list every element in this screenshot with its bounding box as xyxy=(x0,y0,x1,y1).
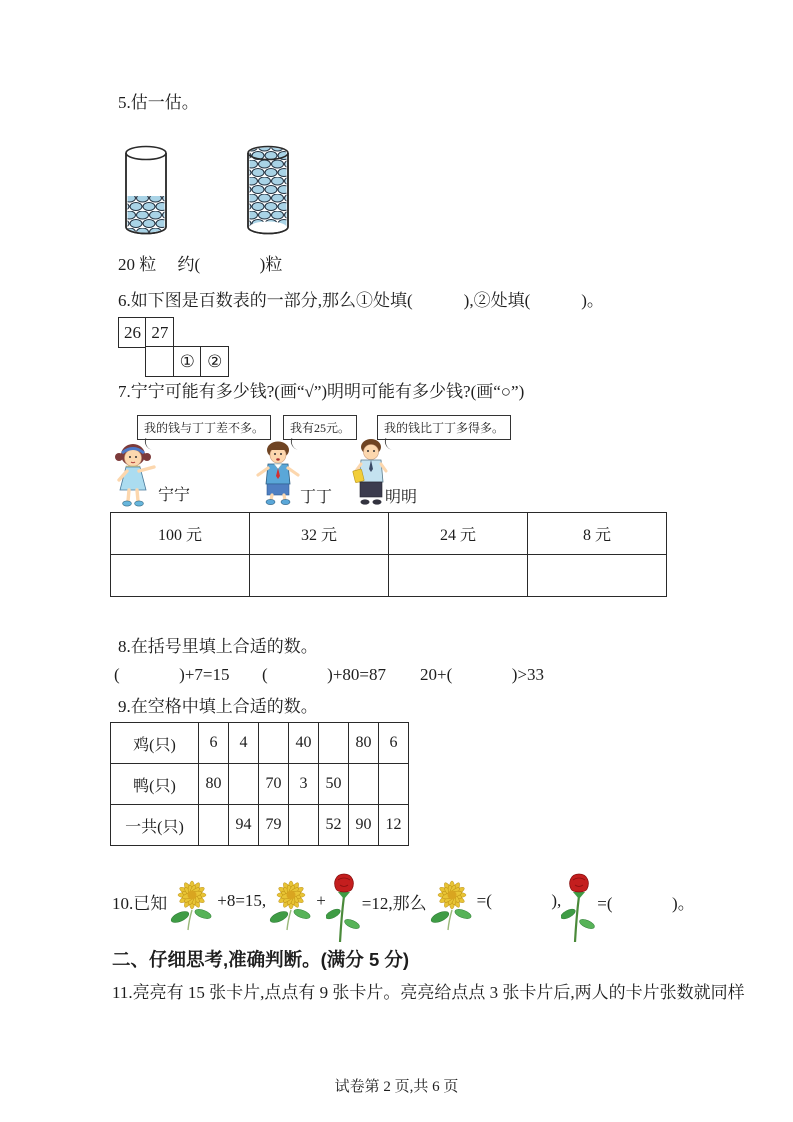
table-row-total xyxy=(111,805,409,846)
money-options-table xyxy=(110,512,667,597)
table-cell: 50 xyxy=(319,764,349,805)
table-cell: 94 xyxy=(229,805,259,846)
table-cell: 79 xyxy=(259,805,289,846)
money-option-8: 8 元 xyxy=(528,513,667,555)
table-cell: 70 xyxy=(259,764,289,805)
table-cell: 40 xyxy=(289,723,319,764)
equation-3: 20+( )>33 xyxy=(420,665,544,684)
money-option-32: 32 元 xyxy=(250,513,389,555)
girl-ningning-figure xyxy=(110,442,156,508)
grid-cell-26: 26 xyxy=(118,317,147,348)
speech-bubble-mingming: 我的钱比丁丁多得多。 xyxy=(377,415,511,440)
kid-name-ningning: 宁宁 xyxy=(158,487,191,504)
speech-bubble-dingding: 我有25元。 xyxy=(283,415,357,440)
page-footer: 试卷第 2 页,共 6 页 xyxy=(334,1079,459,1095)
table-cell xyxy=(349,764,379,805)
grid-cell-circle1: ① xyxy=(173,346,202,377)
rose-icon xyxy=(326,872,362,948)
equation-1: ( )+7=15 xyxy=(114,665,230,684)
table-cell xyxy=(259,723,289,764)
q10-seg5: =( )。 xyxy=(597,893,695,913)
chrysanthemum-icon xyxy=(167,876,217,932)
kid-name-mingming: 明明 xyxy=(385,489,418,506)
table-cell xyxy=(379,764,409,805)
estimation-jars xyxy=(123,143,291,242)
money-option-24: 24 元 xyxy=(389,513,528,555)
rose-icon xyxy=(561,872,597,948)
table-cell xyxy=(289,805,319,846)
row-label: 鸭(只) xyxy=(111,764,199,805)
hundred-chart-fragment xyxy=(118,317,228,377)
answer-cell xyxy=(250,555,389,597)
money-option-100: 100 元 xyxy=(111,513,250,555)
kid-name-dingding: 丁丁 xyxy=(300,489,333,506)
table-cell xyxy=(199,805,229,846)
chrysanthemum-icon xyxy=(427,876,477,932)
chicken-duck-table xyxy=(110,722,409,846)
jar-full-image xyxy=(245,143,291,237)
q5-caption: 20 粒 约( )粒 xyxy=(118,255,283,274)
table-cell: 12 xyxy=(379,805,409,846)
table-cell: 80 xyxy=(349,723,379,764)
table-cell: 6 xyxy=(379,723,409,764)
table-cell: 6 xyxy=(199,723,229,764)
grid-cell-27: 27 xyxy=(145,317,174,348)
table-cell: 90 xyxy=(349,805,379,846)
grid-cell-blank xyxy=(145,346,174,377)
q10-seg3: =12,那么 xyxy=(361,893,427,913)
question-6-title: 6.如下图是百数表的一部分,那么①处填( ),②处填( )。 xyxy=(118,291,604,310)
grid-cell-circle2: ② xyxy=(200,346,229,377)
table-cell: 52 xyxy=(319,805,349,846)
money-header-row xyxy=(111,513,667,555)
q10-seg1: +8=15, xyxy=(217,891,267,910)
section-2-heading: 二、仔细思考,准确判断。(满分 5 分) xyxy=(112,949,410,970)
q10-seg2: + xyxy=(316,891,326,910)
answer-cell xyxy=(111,555,250,597)
table-row-chicken xyxy=(111,723,409,764)
table-row-duck xyxy=(111,764,409,805)
table-cell: 80 xyxy=(199,764,229,805)
table-cell: 3 xyxy=(289,764,319,805)
boy-dingding-figure xyxy=(255,440,301,506)
answer-cell xyxy=(389,555,528,597)
table-cell: 4 xyxy=(229,723,259,764)
question-11-text: 11.亮亮有 15 张卡片,点点有 9 张卡片。亮亮给点点 3 张卡片后,两人的卡片张数就同样 xyxy=(112,983,745,1002)
row-label: 鸡(只) xyxy=(111,723,199,764)
q10-prefix: 10.已知 xyxy=(112,893,168,913)
equation-2: ( )+80=87 xyxy=(262,665,386,684)
question-8-title: 8.在括号里填上合适的数。 xyxy=(118,637,318,656)
question-9-title: 9.在空格中填上合适的数。 xyxy=(118,697,318,716)
question-5-title: 5.估一估。 xyxy=(118,93,199,112)
money-answer-row xyxy=(111,555,667,597)
question-7-title: 7.宁宁可能有多少钱?(画“√”)明明可能有多少钱?(画“○”) xyxy=(118,382,525,401)
question-10-line xyxy=(112,862,695,940)
answer-cell xyxy=(528,555,667,597)
jar-sparse-image xyxy=(123,143,169,237)
speech-bubble-ningning: 我的钱与丁丁差不多。 xyxy=(137,415,271,440)
row-label: 一共(只) xyxy=(111,805,199,846)
table-cell xyxy=(319,723,349,764)
kids-scene xyxy=(0,408,793,510)
chrysanthemum-icon xyxy=(266,876,316,932)
q10-seg4: =( ), xyxy=(476,891,562,910)
table-cell xyxy=(229,764,259,805)
